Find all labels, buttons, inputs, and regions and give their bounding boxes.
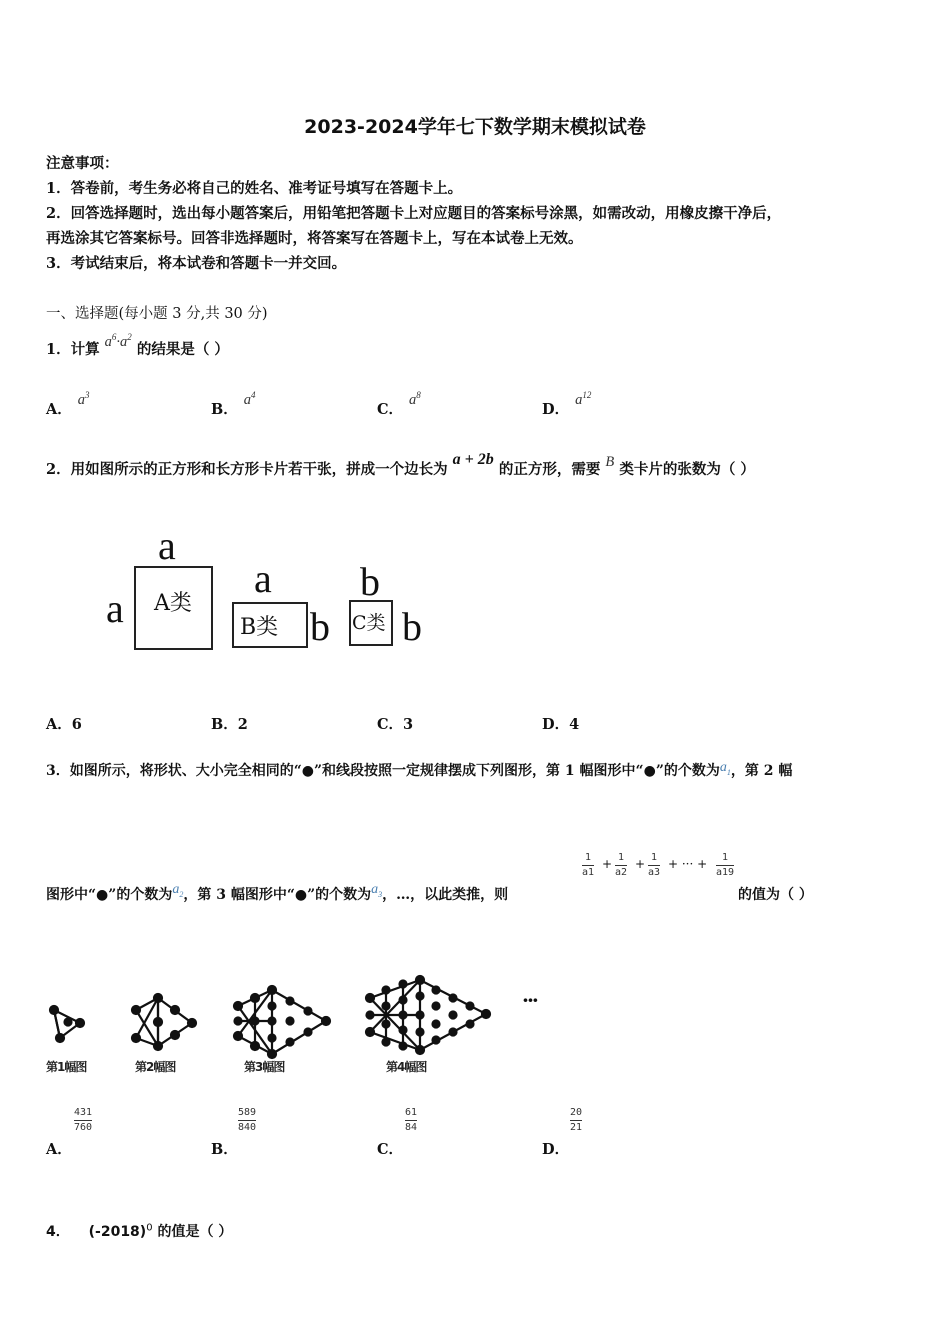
- fig-label-1: 第1幅图: [46, 1060, 87, 1074]
- q3-option-c-fraction[interactable]: 61 84: [405, 1107, 418, 1133]
- q2-option-d[interactable]: D．4: [542, 716, 580, 733]
- plus-sign: +: [635, 857, 646, 871]
- q1-option-b[interactable]: B．$a^4$: [211, 390, 256, 418]
- q1-option-a[interactable]: A．$a^3$: [46, 390, 90, 418]
- notice-item: 2．回答选择题时，选出每小题答案后，用铅笔把答题卡上对应题目的答案标号涂黑，如需改动，用橡皮擦干净后，: [46, 205, 782, 222]
- fig-label-3: 第3幅图: [244, 1060, 285, 1074]
- q2-option-b[interactable]: B．2: [211, 716, 248, 733]
- label-a-left: a: [106, 586, 124, 631]
- pattern-4: [366, 976, 490, 1054]
- question-1: [46, 332, 229, 359]
- dot-pattern-figure: [40, 968, 560, 1068]
- q3-option-b-fraction[interactable]: 589 840: [238, 1107, 257, 1133]
- question-2: 2．用如图所示的正方形和长方形卡片若干张，拼成一个边长为 a + 2b 的正方形，需要 B 类卡片的张数为（ ）: [46, 451, 755, 478]
- label-a-top: a: [158, 523, 176, 568]
- notice-item: 3．考试结束后，将本试卷和答题卡一并交回。: [46, 255, 347, 272]
- question-3-line1: 3．如图所示，将形状、大小完全相同的“●”和线段按照一定规律摆成下列图形，第 1 幅图形中“●”的个数为$a_1$，第 2 幅: [46, 760, 793, 779]
- section-heading: 一、选择题(每小题 3 分,共 30 分): [46, 306, 268, 322]
- card-c: [349, 600, 393, 646]
- q3-option-b-label[interactable]: B．: [211, 1141, 238, 1158]
- pattern-3: [234, 986, 330, 1058]
- q2-option-a[interactable]: A．6: [46, 716, 82, 733]
- pattern-2: [132, 994, 196, 1050]
- q2-var: B: [605, 454, 615, 470]
- q3-option-d-fraction[interactable]: 20 21: [570, 1107, 583, 1133]
- fig-label-2: 第2幅图: [135, 1060, 176, 1074]
- fig-label-4: 第4幅图: [386, 1060, 427, 1074]
- plus-sign: +: [602, 857, 613, 871]
- q1-option-d[interactable]: D．$a^{12}$: [542, 390, 592, 418]
- q1-option-c[interactable]: C．$a^8$: [377, 390, 421, 418]
- question-3-line2-end: 的值为（ ）: [738, 887, 813, 903]
- sum-term-1: 1 a1: [582, 852, 595, 878]
- notice-heading: 注意事项：: [46, 155, 119, 172]
- q2-option-c[interactable]: C．3: [377, 716, 414, 733]
- ellipsis-plus: + ··· +: [668, 857, 708, 871]
- q3-option-a-label[interactable]: A．: [46, 1141, 72, 1158]
- label-b-top: a: [254, 556, 272, 601]
- label-c-right: b: [402, 604, 422, 649]
- q2-expr: a + 2b: [452, 451, 494, 468]
- question-4: 4． $(-2018)^0$ 的值是（ ）: [46, 1222, 233, 1240]
- q3-option-c-label[interactable]: C．: [377, 1141, 404, 1158]
- sum-term-2: 1 a2: [615, 852, 628, 878]
- q1-prefix: 1．计算: [46, 341, 100, 358]
- label-b-right: b: [310, 604, 330, 649]
- page-title: 2023-2024学年七下数学期末模拟试卷: [304, 116, 646, 138]
- pattern-1: [50, 1006, 84, 1042]
- q1-expr: $a^6\cdot a^2$: [104, 332, 132, 350]
- q3-option-a-fraction[interactable]: 431 760: [74, 1107, 93, 1133]
- ellipsis: ···: [522, 988, 537, 1012]
- question-3-line2: 图形中“●”的个数为$a_2$，第 3 幅图形中“●”的个数为$a_3$，…，以此类推，则: [46, 882, 509, 903]
- label-c-top: b: [360, 559, 380, 604]
- sum-term-3: 1 a3: [648, 852, 661, 878]
- card-c-label: C类: [352, 612, 386, 634]
- q1-suffix: 的结果是（ ）: [136, 341, 229, 358]
- card-b-label: B类: [240, 615, 279, 640]
- sum-term-19: 1 a19: [716, 852, 735, 878]
- notice-item: 1．答卷前，考生务必将自己的姓名、准考证号填写在答题卡上。: [46, 180, 463, 197]
- q3-option-d-label[interactable]: D．: [542, 1141, 570, 1158]
- card-a-label: A类: [154, 591, 192, 616]
- card-a: [134, 566, 213, 650]
- notice-item: 再选涂其它答案标号。回答非选择题时，将答案写在答题卡上，写在本试卷上无效。: [46, 230, 583, 247]
- card-b: [232, 602, 308, 648]
